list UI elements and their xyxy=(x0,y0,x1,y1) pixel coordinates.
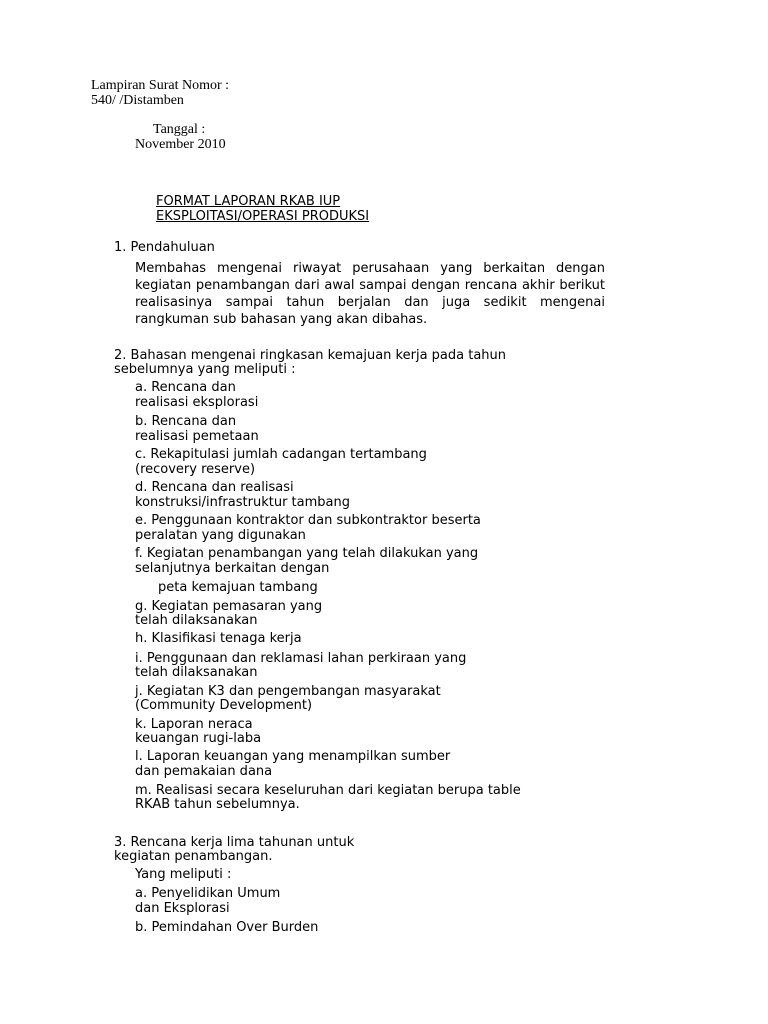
tanggal-value: November 2010 xyxy=(135,137,226,152)
list-item-l-line1: l. Laporan keuangan yang menampilkan sumber xyxy=(135,749,451,764)
list-item-g-line2: telah dilaksanakan xyxy=(135,613,258,628)
list-item-k-line2: keuangan rugi-laba xyxy=(135,731,262,746)
list-item-a-line2: realisasi eksplorasi xyxy=(135,395,259,410)
list-item-g-line1: g. Kegiatan pemasaran yang xyxy=(135,599,323,614)
list-item-i-line1: i. Penggunaan dan reklamasi lahan perkiraan yang xyxy=(135,651,467,666)
tanggal-label: Tanggal : xyxy=(153,122,206,137)
list-item-d-line2: konstruksi/infrastruktur tambang xyxy=(135,495,350,510)
list-item-f-line2: selanjutnya berkaitan dengan xyxy=(135,561,330,576)
list-item-a-line1: a. Rencana dan xyxy=(135,380,236,395)
lampiran-label: Lampiran Surat Nomor : xyxy=(91,78,230,93)
list-item-i-line2: telah dilaksanakan xyxy=(135,665,258,680)
list-item-f-line3: peta kemajuan tambang xyxy=(158,580,318,595)
section3-item-a-line1: a. Penyelidikan Umum xyxy=(135,886,281,901)
section3-item-b: b. Pemindahan Over Burden xyxy=(135,920,319,935)
list-item-d-line1: d. Rencana dan realisasi xyxy=(135,480,294,495)
list-item-c-line1: c. Rekapitulasi jumlah cadangan tertambang xyxy=(135,447,427,462)
document-title-line2: EKSPLOITASI/OPERASI PRODUKSI xyxy=(156,209,370,224)
section2-heading-line2: sebelumnya yang meliputi : xyxy=(114,362,296,377)
section2-heading-line1: 2. Bahasan mengenai ringkasan kemajuan kerja pada tahun xyxy=(114,348,507,363)
list-item-f-line1: f. Kegiatan penambangan yang telah dilakukan yang xyxy=(135,546,479,561)
section3-intro: Yang meliputi : xyxy=(135,867,232,882)
list-item-h: h. Klasifikasi tenaga kerja xyxy=(135,631,302,646)
lampiran-number: 540/ /Distamben xyxy=(91,93,184,108)
list-item-c-line2: (recovery reserve) xyxy=(135,462,256,477)
section1-heading: 1. Pendahuluan xyxy=(114,240,215,255)
document-title-line1: FORMAT LAPORAN RKAB IUP xyxy=(156,194,341,209)
section3-heading-line2: kegiatan penambangan. xyxy=(114,849,273,864)
list-item-j-line2: (Community Development) xyxy=(135,698,313,713)
section1-paragraph: Membahas mengenai riwayat perusahaan yang berkaitan dengan kegiatan penambangan dari awal sampai dengan rencana akhir berikut realisasinya sampai tahun berjalan dan juga sedikit mengenai rangkuman sub bahasan yang akan dibahas. xyxy=(135,261,605,327)
section3-item-a-line2: dan Eksplorasi xyxy=(135,901,230,916)
section3-heading-line1: 3. Rencana kerja lima tahunan untuk xyxy=(114,835,355,850)
list-item-k-line1: k. Laporan neraca xyxy=(135,717,253,732)
list-item-l-line2: dan pemakaian dana xyxy=(135,764,273,779)
list-item-e-line1: e. Penggunaan kontraktor dan subkontraktor beserta xyxy=(135,513,481,528)
list-item-b-line2: realisasi pemetaan xyxy=(135,429,259,444)
list-item-b-line1: b. Rencana dan xyxy=(135,414,237,429)
list-item-j-line1: j. Kegiatan K3 dan pengembangan masyarakat xyxy=(135,684,441,699)
list-item-m-line1: m. Realisasi secara keseluruhan dari kegiatan berupa table xyxy=(135,783,521,798)
list-item-m-line2: RKAB tahun sebelumnya. xyxy=(135,797,300,812)
list-item-e-line2: peralatan yang digunakan xyxy=(135,528,306,543)
